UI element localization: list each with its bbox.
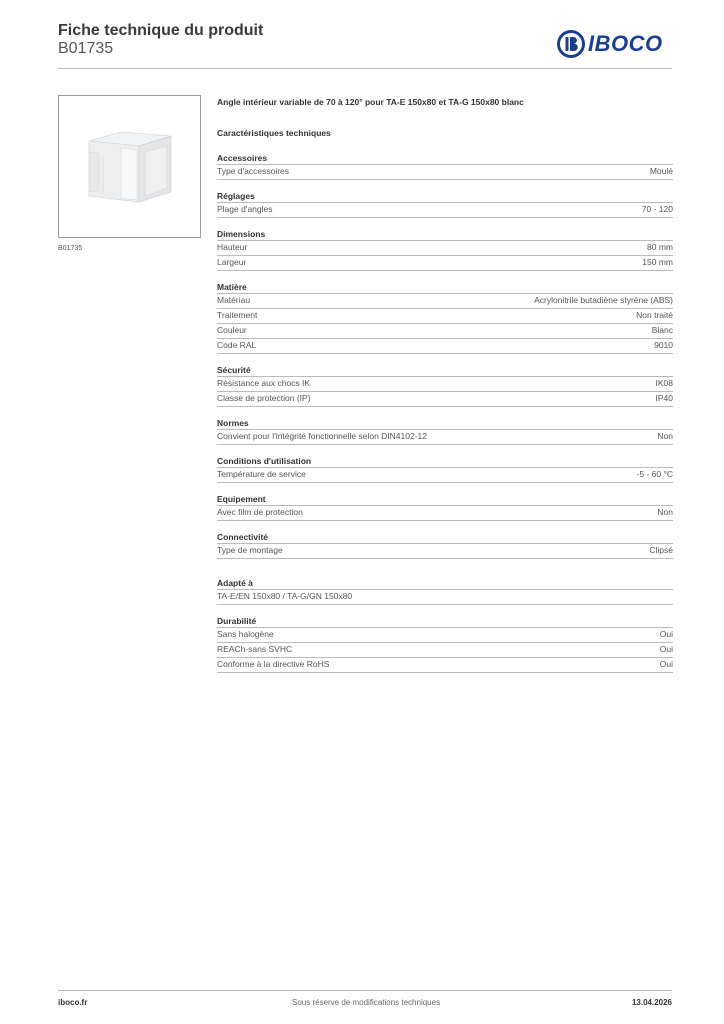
specs-heading: Caractéristiques techniques	[217, 128, 331, 138]
section-equipement	[217, 493, 673, 521]
section-matiere	[217, 281, 673, 354]
section-title: Equipement	[217, 493, 673, 506]
section-title: Sécurité	[217, 364, 673, 377]
spec-value: 9010	[654, 340, 673, 350]
spec-row	[217, 256, 673, 271]
spec-label: Hauteur	[217, 242, 248, 252]
spec-value: Non traité	[636, 310, 673, 320]
spec-row	[217, 628, 673, 643]
spec-label: Conforme à la directive RoHS	[217, 659, 330, 669]
section-title: Connectivité	[217, 531, 673, 544]
spec-row	[217, 294, 673, 309]
spec-value: Non	[657, 507, 673, 517]
section-title: Conditions d'utilisation	[217, 455, 673, 468]
spec-label: Type de montage	[217, 545, 283, 555]
spec-row	[217, 339, 673, 354]
footer-notice: Sous réserve de modifications techniques	[292, 998, 441, 1007]
section-conditions	[217, 455, 673, 483]
spec-label: Type d'accessoires	[217, 166, 290, 176]
spec-value: Oui	[659, 659, 673, 669]
section-dimensions	[217, 228, 673, 271]
spec-row	[217, 430, 673, 445]
brand-logo	[557, 28, 675, 60]
footer-website[interactable]: iboco.fr	[58, 998, 88, 1007]
footer-date: 13.04.2026	[631, 998, 672, 1007]
header-divider	[58, 68, 672, 69]
spec-value: Clipsé	[649, 545, 673, 555]
spec-value: Acrylonitrile butadiène styrène (ABS)	[534, 295, 673, 305]
section-title: Dimensions	[217, 228, 673, 241]
product-description: Angle intérieur variable de 70 à 120° pour TA-E 150x80 et TA-G 150x80 blanc	[217, 97, 524, 107]
section-title: Adapté à	[217, 577, 673, 590]
spec-label: Largeur	[217, 257, 247, 267]
section-title: Réglages	[217, 190, 673, 203]
section-durabilite	[217, 615, 673, 673]
spec-value: Oui	[659, 629, 673, 639]
spec-label: Couleur	[217, 325, 247, 335]
section-title: Durabilité	[217, 615, 673, 628]
section-reglages	[217, 190, 673, 218]
product-image	[59, 96, 200, 237]
spec-label: Plage d'angles	[217, 204, 273, 214]
spec-row	[217, 658, 673, 673]
spec-value: Blanc	[651, 325, 673, 335]
spec-label: Matériau	[217, 295, 251, 305]
footer-divider	[58, 990, 672, 991]
section-adapte	[217, 577, 673, 605]
spec-value: IP40	[655, 393, 673, 403]
section-connectivite	[217, 531, 673, 559]
spec-label: Température de service	[217, 469, 306, 479]
spec-label: Avec film de protection	[217, 507, 303, 517]
spec-row	[217, 324, 673, 339]
spec-label: Code RAL	[217, 340, 257, 350]
section-title: Accessoires	[217, 152, 673, 165]
spec-value: Non	[657, 431, 673, 441]
section-normes	[217, 417, 673, 445]
product-image-frame	[58, 95, 201, 238]
section-title: Normes	[217, 417, 673, 430]
spec-row	[217, 506, 673, 521]
image-caption: B01735	[58, 245, 83, 252]
product-code: B01735	[58, 40, 114, 57]
spec-label: Sans halogène	[217, 629, 274, 639]
spec-row	[217, 590, 673, 605]
spec-label: REACh-sans SVHC	[217, 644, 293, 654]
spec-content	[217, 96, 673, 673]
spec-row	[217, 203, 673, 218]
spec-row	[217, 468, 673, 483]
spec-row	[217, 392, 673, 407]
spec-row	[217, 309, 673, 324]
spec-value: 80 mm	[647, 242, 673, 252]
spec-value: 150 mm	[642, 257, 673, 267]
spec-label: Convient pour l'intégrité fonctionnelle selon DIN4102-12	[217, 431, 428, 441]
section-title: Matière	[217, 281, 673, 294]
section-securite	[217, 364, 673, 407]
spec-value: IK08	[655, 378, 673, 388]
spec-row	[217, 165, 673, 180]
spec-row	[217, 377, 673, 392]
spec-value: 70 - 120	[641, 204, 673, 214]
spec-label: Résistance aux chocs IK	[217, 378, 311, 388]
spec-row	[217, 643, 673, 658]
section-accessoires	[217, 152, 673, 180]
spec-value: -5 - 60 °C	[636, 469, 673, 479]
page-title: Fiche technique du produit	[58, 22, 264, 39]
spec-value: Moulé	[649, 166, 673, 176]
spec-value: Oui	[659, 644, 673, 654]
spec-label: Traitement	[217, 310, 258, 320]
iboco-logo-icon	[557, 30, 585, 58]
logo-text: IBOCO	[588, 31, 663, 56]
spec-row	[217, 241, 673, 256]
spec-label: TA-E/EN 150x80 / TA-G/GN 150x80	[217, 591, 353, 601]
spec-row	[217, 544, 673, 559]
spec-label: Classe de protection (IP)	[217, 393, 311, 403]
